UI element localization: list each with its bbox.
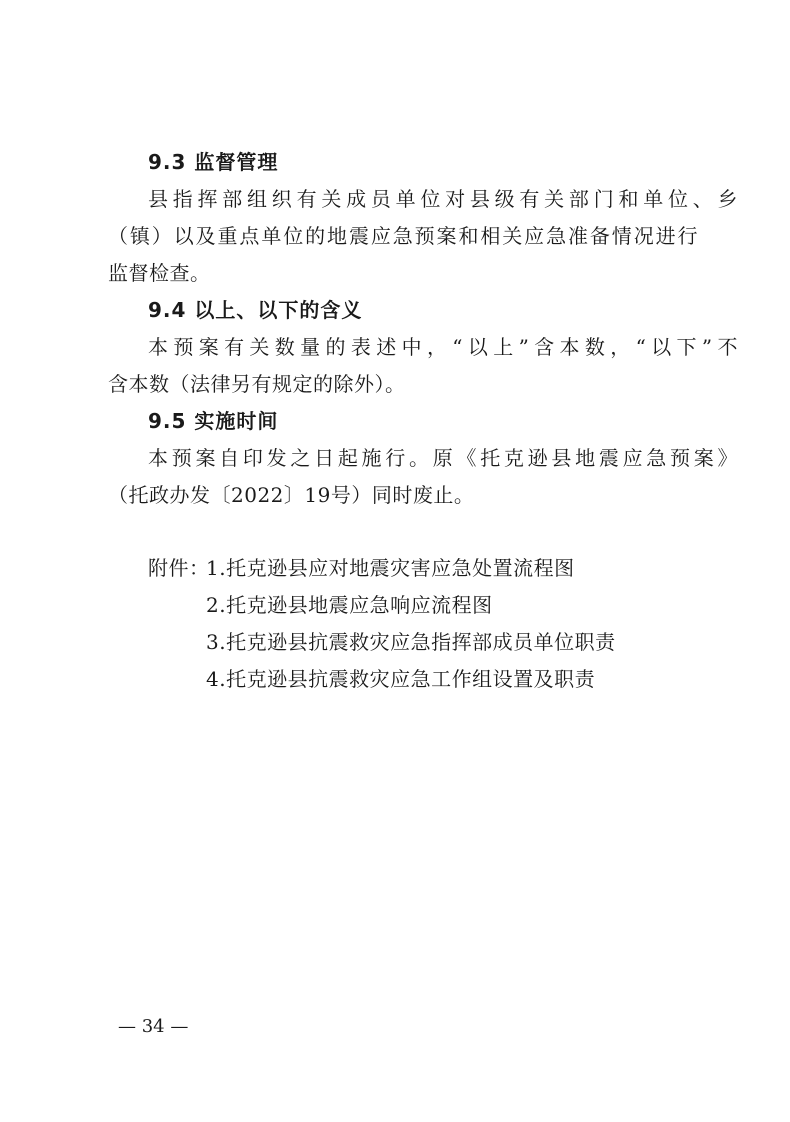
paragraph-line: （镇）以及重点单位的地震应急预案和相关应急准备情况进行 xyxy=(108,224,698,248)
attachment-item-3: 3.托克逊县抗震救灾应急指挥部成员单位职责 xyxy=(206,630,616,654)
page-number: — 34 — xyxy=(118,1016,189,1037)
paragraph-line: （托政办发〔2022〕19号）同时废止。 xyxy=(108,483,475,507)
attachment-item-4: 4.托克逊县抗震救灾应急工作组设置及职责 xyxy=(206,667,596,691)
section-heading-9-3: 9.3 监督管理 xyxy=(148,150,279,174)
attachment-item-1: 1.托克逊县应对地震灾害应急处置流程图 xyxy=(206,556,575,580)
attachment-item-2: 2.托克逊县地震应急响应流程图 xyxy=(206,593,493,617)
paragraph-line: 本预案自印发之日起施行。原《托克逊县地震应急预案》 xyxy=(148,446,738,470)
section-heading-9-5: 9.5 实施时间 xyxy=(148,409,279,433)
paragraph-line: 本预案有关数量的表述中，“以上”含本数，“以下”不 xyxy=(148,335,738,359)
paragraph-line: 监督检查。 xyxy=(108,261,211,285)
paragraph-line: 县指挥部组织有关成员单位对县级有关部门和单位、乡 xyxy=(148,187,738,211)
attachments-label: 附件： xyxy=(148,556,210,580)
paragraph-line: 含本数（法律另有规定的除外）。 xyxy=(108,372,406,396)
section-heading-9-4: 9.4 以上、以下的含义 xyxy=(148,298,363,322)
